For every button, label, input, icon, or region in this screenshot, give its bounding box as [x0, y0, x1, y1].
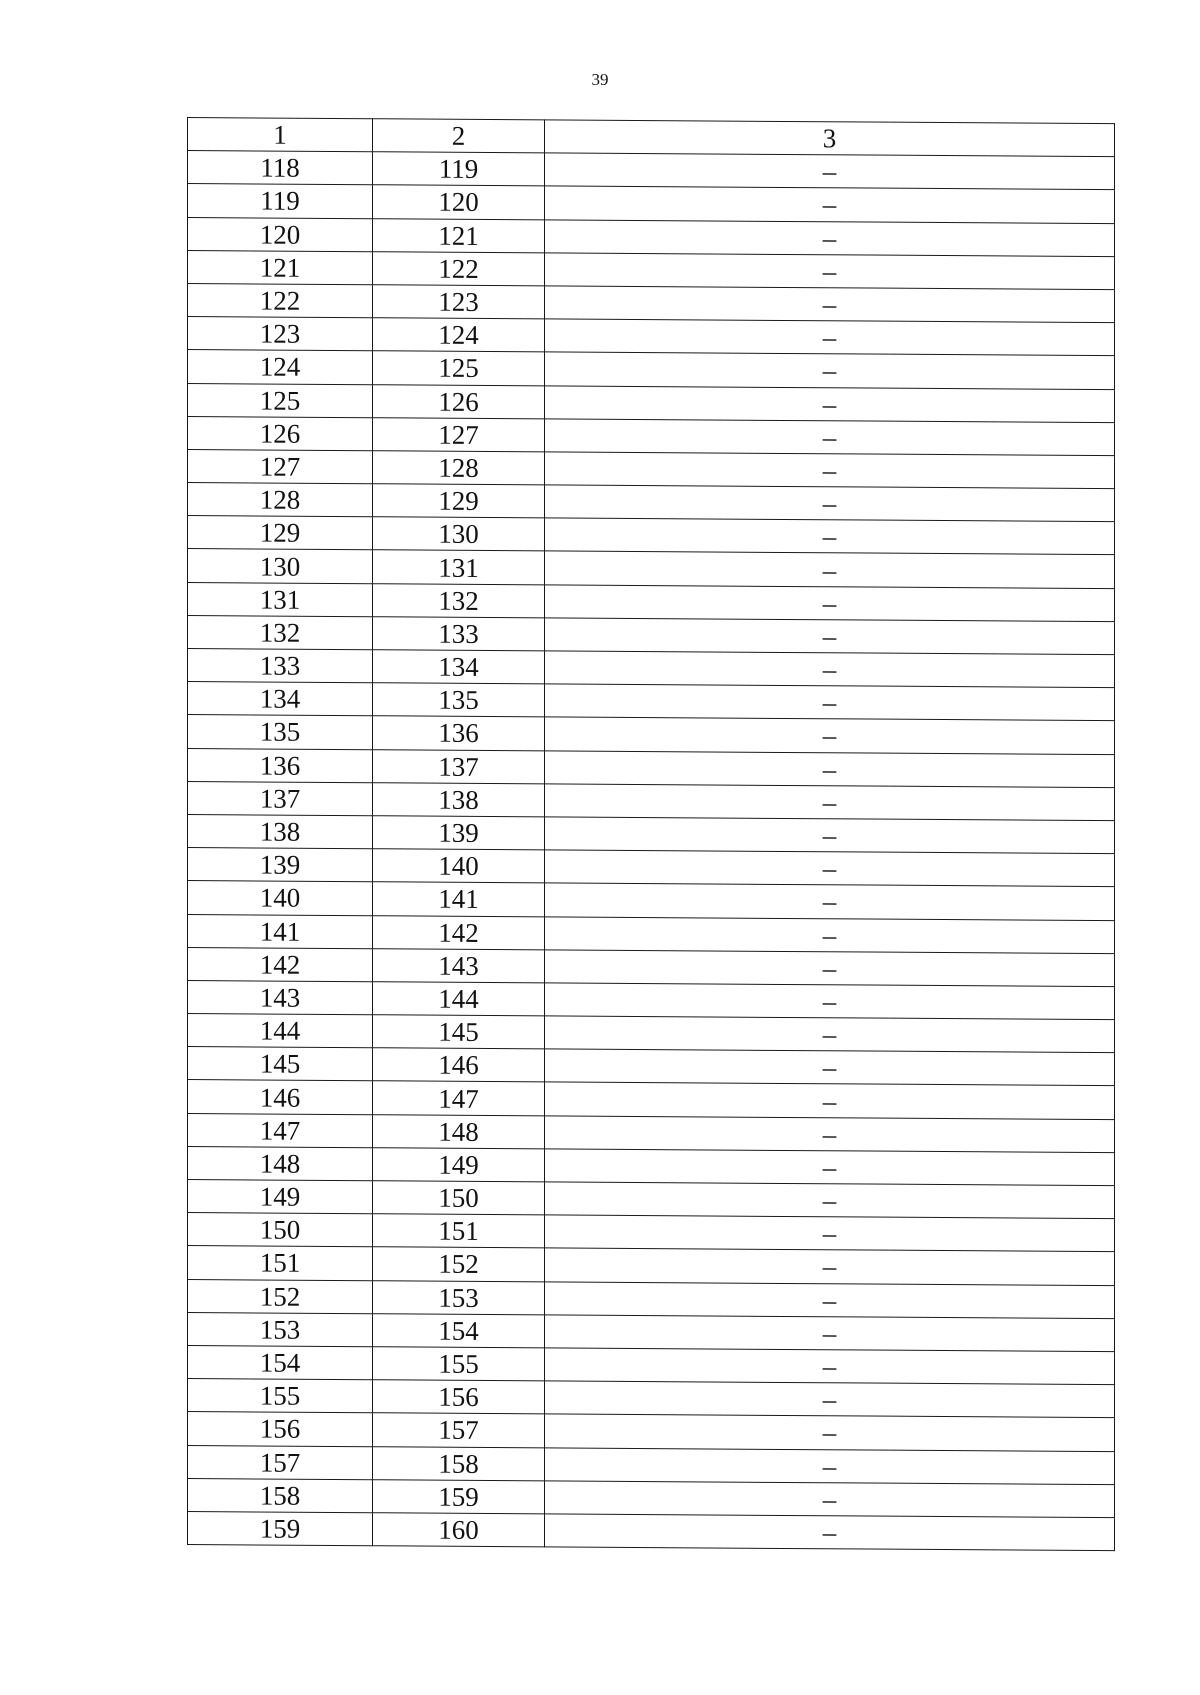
table-cell-col-1: 122 [188, 283, 373, 317]
table-cell-col-1: 129 [188, 516, 373, 550]
table-cell-col-2: 122 [373, 251, 545, 285]
table-cell-col-2: 149 [373, 1148, 545, 1182]
table-cell-col-3: – [545, 1481, 1115, 1518]
table-cell-col-1: 146 [188, 1080, 373, 1114]
column-header-2: 2 [373, 119, 545, 153]
table-cell-col-1: 124 [188, 350, 373, 384]
table-cell-col-3: – [545, 784, 1115, 821]
data-table [187, 117, 1115, 1551]
table-cell-col-1: 118 [188, 151, 373, 185]
table-cell-col-1: 140 [188, 881, 373, 915]
table-cell-col-3: – [545, 1248, 1115, 1285]
column-header-3: 3 [545, 120, 1115, 157]
table-cell-col-3: – [545, 1215, 1115, 1252]
table-cell-col-3: – [545, 684, 1115, 721]
table-cell-col-2: 148 [373, 1114, 545, 1148]
table-cell-col-2: 159 [373, 1479, 545, 1513]
table-cell-col-1: 157 [188, 1445, 373, 1479]
table-cell-col-3: – [545, 1315, 1115, 1352]
table-cell-col-2: 154 [373, 1313, 545, 1347]
table-cell-col-3: – [545, 286, 1115, 323]
table-cell-col-1: 154 [188, 1345, 373, 1379]
table-cell-col-2: 144 [373, 982, 545, 1016]
table-cell-col-3: – [545, 186, 1115, 223]
table-cell-col-1: 141 [188, 914, 373, 948]
table-cell-col-3: – [545, 1348, 1115, 1385]
table-cell-col-1: 153 [188, 1312, 373, 1346]
table-cell-col-1: 120 [188, 217, 373, 251]
table-cell-col-1: 123 [188, 317, 373, 351]
table-cell-col-3: – [545, 319, 1115, 356]
table-cell-col-3: – [545, 817, 1115, 854]
table-cell-col-2: 152 [373, 1247, 545, 1281]
table-cell-col-2: 139 [373, 816, 545, 850]
table-cell-col-1: 155 [188, 1379, 373, 1413]
table-cell-col-2: 136 [373, 716, 545, 750]
table-cell-col-1: 149 [188, 1180, 373, 1214]
table-cell-col-1: 125 [188, 383, 373, 417]
table-cell-col-3: – [545, 551, 1115, 588]
table-cell-col-3: – [545, 850, 1115, 887]
table-cell-col-2: 146 [373, 1048, 545, 1082]
table-cell-col-1: 151 [188, 1246, 373, 1280]
table-cell-col-2: 124 [373, 318, 545, 352]
column-header-1: 1 [188, 118, 373, 152]
table-cell-col-3: – [545, 1414, 1115, 1451]
table-cell-col-1: 159 [188, 1511, 373, 1545]
table-cell-col-3: – [545, 717, 1115, 754]
table-cell-col-2: 131 [373, 550, 545, 584]
table-cell-col-2: 127 [373, 417, 545, 451]
table-cell-col-2: 160 [373, 1513, 545, 1547]
table-cell-col-2: 157 [373, 1413, 545, 1447]
table-cell-col-3: – [545, 750, 1115, 787]
table-cell-col-3: – [545, 1149, 1115, 1186]
table-cell-col-2: 121 [373, 218, 545, 252]
table-cell-col-3: – [545, 1049, 1115, 1086]
table-cell-col-2: 141 [373, 882, 545, 916]
table-cell-col-3: – [545, 983, 1115, 1020]
table-cell-col-1: 148 [188, 1146, 373, 1180]
table-cell-col-1: 150 [188, 1213, 373, 1247]
table-cell-col-3: – [545, 1082, 1115, 1119]
table-cell-col-1: 121 [188, 250, 373, 284]
table-cell-col-3: – [545, 1182, 1115, 1219]
table-cell-col-2: 120 [373, 185, 545, 219]
table-cell-col-2: 151 [373, 1214, 545, 1248]
table-cell-col-1: 138 [188, 814, 373, 848]
table-cell-col-2: 155 [373, 1347, 545, 1381]
table-cell-col-3: – [545, 485, 1115, 522]
table-cell-col-1: 126 [188, 416, 373, 450]
table-cell-col-3: – [545, 385, 1115, 422]
table-cell-col-3: – [545, 1381, 1115, 1418]
table-cell-col-3: – [545, 584, 1115, 621]
table-cell-col-3: – [545, 219, 1115, 256]
table-cell-col-1: 156 [188, 1412, 373, 1446]
table-cell-col-2: 132 [373, 583, 545, 617]
table-cell-col-3: – [545, 651, 1115, 688]
table-cell-col-1: 136 [188, 748, 373, 782]
table-cell-col-2: 153 [373, 1280, 545, 1314]
table-cell-col-3: – [545, 352, 1115, 389]
table-row [188, 1511, 1115, 1550]
table-cell-col-1: 134 [188, 682, 373, 716]
table-cell-col-3: – [545, 153, 1115, 190]
table-cell-col-2: 156 [373, 1380, 545, 1414]
table-cell-col-1: 135 [188, 715, 373, 749]
table-cell-col-1: 127 [188, 449, 373, 483]
table-cell-col-2: 134 [373, 650, 545, 684]
table-cell-col-3: – [545, 950, 1115, 987]
table-cell-col-3: – [545, 1115, 1115, 1152]
table-cell-col-2: 137 [373, 749, 545, 783]
table-cell-col-1: 133 [188, 649, 373, 683]
table-cell-col-3: – [545, 883, 1115, 920]
table-cell-col-2: 145 [373, 1015, 545, 1049]
table-body [188, 118, 1115, 1551]
table-cell-col-3: – [545, 916, 1115, 953]
table-cell-col-3: – [545, 618, 1115, 655]
table-cell-col-3: – [545, 518, 1115, 555]
table-cell-col-2: 133 [373, 617, 545, 651]
table-cell-col-1: 143 [188, 980, 373, 1014]
table-cell-col-1: 139 [188, 848, 373, 882]
page-number: 39 [591, 70, 609, 89]
table-cell-col-2: 135 [373, 683, 545, 717]
table-cell-col-3: – [545, 253, 1115, 290]
table-cell-col-1: 128 [188, 483, 373, 517]
table-cell-col-1: 152 [188, 1279, 373, 1313]
table-cell-col-3: – [545, 1281, 1115, 1318]
table-cell-col-1: 131 [188, 582, 373, 616]
table-cell-col-2: 125 [373, 351, 545, 385]
table-cell-col-3: – [545, 452, 1115, 489]
table-cell-col-2: 143 [373, 948, 545, 982]
table-cell-col-1: 158 [188, 1478, 373, 1512]
table-cell-col-2: 140 [373, 849, 545, 883]
table-cell-col-2: 150 [373, 1181, 545, 1215]
table-cell-col-2: 123 [373, 285, 545, 319]
table-cell-col-1: 132 [188, 615, 373, 649]
table-cell-col-1: 142 [188, 947, 373, 981]
table-cell-col-2: 119 [373, 152, 545, 186]
table-cell-col-1: 137 [188, 781, 373, 815]
table-cell-col-1: 119 [188, 184, 373, 218]
table-cell-col-1: 130 [188, 549, 373, 583]
table-cell-col-2: 130 [373, 517, 545, 551]
table-cell-col-1: 147 [188, 1113, 373, 1147]
table-cell-col-2: 128 [373, 451, 545, 485]
table-cell-col-2: 129 [373, 484, 545, 518]
table-cell-col-2: 138 [373, 782, 545, 816]
table-cell-col-3: – [545, 1447, 1115, 1484]
table-cell-col-1: 145 [188, 1047, 373, 1081]
table-cell-col-2: 158 [373, 1446, 545, 1480]
table-cell-col-3: – [545, 419, 1115, 456]
table-cell-col-2: 147 [373, 1081, 545, 1115]
table-cell-col-3: – [545, 1016, 1115, 1053]
table-cell-col-2: 142 [373, 915, 545, 949]
table-cell-col-3: – [545, 1514, 1115, 1551]
table-cell-col-1: 144 [188, 1014, 373, 1048]
table-cell-col-2: 126 [373, 384, 545, 418]
